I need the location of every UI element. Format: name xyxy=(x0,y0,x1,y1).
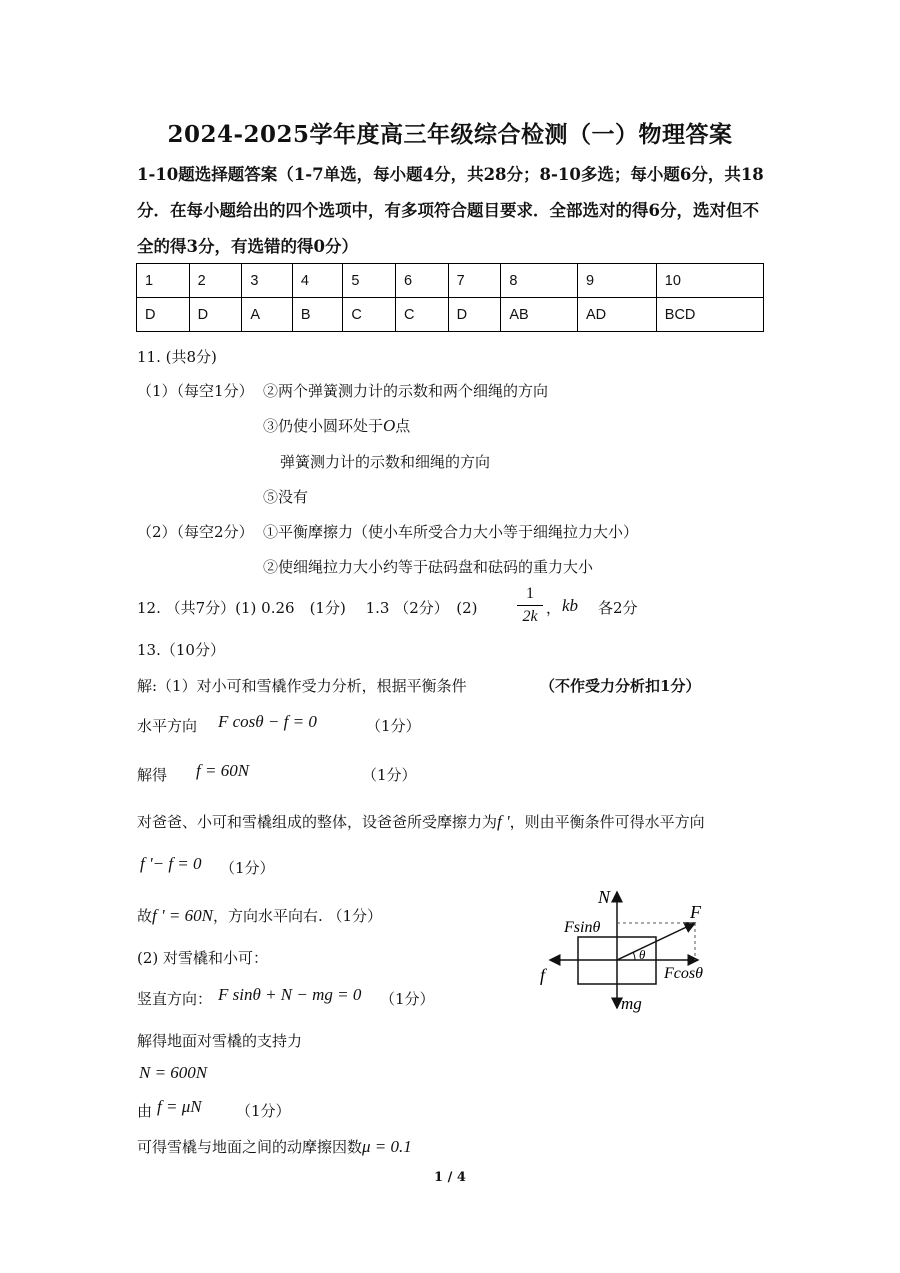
text: ，方向水平向右. （1分） xyxy=(212,907,383,925)
q12-fraction xyxy=(517,585,543,626)
table-cell: 1 xyxy=(137,264,190,298)
q11-part1-label: （1）（每空1分） xyxy=(137,382,254,400)
q13-equation: N = 600N xyxy=(139,1063,208,1082)
label-Fsin: Fsinθ xyxy=(564,919,601,936)
q13-equation: F sinθ + N − mg = 0 xyxy=(218,985,362,1004)
q12-var: kb xyxy=(562,596,579,615)
choice-intro: 1-10题选择题答案（1-7单选，每小题4分，共28分；8-10多选；每小题6分，共18分．在每小题给出的四个选项中，有多项符合题目要求．全部选对的得6分，选对但不全的得3分，有选错的得0分） xyxy=(137,165,764,256)
q11-part2-answer-b: ②使细绳拉力大小约等于砝码盘和砝码的重力大小 xyxy=(263,558,594,576)
q13-step9: 解得地面对雪橇的支持力 xyxy=(137,1032,303,1050)
table-cell: 8 xyxy=(501,264,578,298)
label-mg: mg xyxy=(621,994,642,1013)
q13-step12 xyxy=(137,1136,412,1157)
q13-points: （1分） xyxy=(236,1102,291,1120)
table-cell: 9 xyxy=(577,264,656,298)
table-cell: D xyxy=(189,298,242,332)
q11-part1-answer-b xyxy=(263,415,410,436)
angle-arc xyxy=(633,952,635,960)
table-cell: AD xyxy=(577,298,656,332)
q13-equation: f '− f = 0 xyxy=(140,854,202,873)
text: 点 xyxy=(395,417,411,435)
fraction-numerator: 1 xyxy=(526,585,534,602)
fraction-denominator: 2k xyxy=(522,608,538,625)
equation: μ = 0.1 xyxy=(362,1137,412,1156)
q12-line: 12. （共7分）(1) 0.26 (1分) 1.3 （2分） (2) xyxy=(137,599,478,617)
table-cell: 2 xyxy=(189,264,242,298)
table-cell: 10 xyxy=(656,264,763,298)
label-Fcos: Fcosθ xyxy=(664,965,703,982)
q13-equation: F cosθ − f = 0 xyxy=(218,712,317,731)
label-theta: θ xyxy=(639,947,646,962)
table-cell: AB xyxy=(501,298,578,332)
table-cell: 7 xyxy=(448,264,501,298)
table-row-numbers xyxy=(137,264,764,298)
q12-comma: ， xyxy=(546,599,562,617)
q11-part1-answer-c: 弹簧测力计的示数和细绳的方向 xyxy=(280,453,491,471)
q13-points: （1分） xyxy=(366,717,421,735)
text: 由 xyxy=(137,1102,153,1120)
text: 可得雪橇与地面之间的动摩擦因数 xyxy=(137,1138,363,1156)
table-cell: C xyxy=(395,298,448,332)
label-N: N xyxy=(598,887,611,907)
q11-part1-answer-d: ⑤没有 xyxy=(263,488,309,506)
point-var: O xyxy=(383,416,396,435)
q13-vertical-label: 竖直方向： xyxy=(137,990,213,1008)
table-cell: 5 xyxy=(343,264,396,298)
fraction-bar xyxy=(517,605,543,606)
text: 故 xyxy=(137,907,153,925)
q13-step6 xyxy=(137,905,382,926)
force-diagram xyxy=(530,880,740,1020)
table-cell: 4 xyxy=(292,264,342,298)
label-F: F xyxy=(690,902,701,922)
text: ，则由平衡条件可得水平方向 xyxy=(509,813,705,831)
q13-equation: f = 60N xyxy=(196,761,250,780)
q13-header: 13.（10分） xyxy=(137,641,225,659)
q13-step4 xyxy=(137,811,705,832)
table-cell: A xyxy=(242,298,292,332)
page-number: 1 / 4 xyxy=(434,1170,466,1185)
table-cell: 3 xyxy=(242,264,292,298)
q11-part2-label: （2）（每空2分） xyxy=(137,523,254,541)
q13-points: （1分） xyxy=(220,859,275,877)
q13-part2: (2) 对雪橇和小可： xyxy=(137,949,269,967)
q11-header: 11. (共8分) xyxy=(137,348,217,366)
table-cell: B xyxy=(292,298,342,332)
q13-solve-label: 解得 xyxy=(137,766,168,784)
label-f: f xyxy=(540,965,546,985)
table-row-answers xyxy=(137,298,764,332)
answer-table xyxy=(136,263,764,332)
table-cell: C xyxy=(343,298,396,332)
q13-equation: f = μN xyxy=(157,1097,202,1116)
table-cell: 6 xyxy=(395,264,448,298)
page-title: 2024-2025学年度高三年级综合检测（一）物理答案 xyxy=(167,121,733,148)
text: 对爸爸、小可和雪橇组成的整体，设爸爸所受摩擦力为 xyxy=(137,813,498,831)
q11-part1-answer-a: ②两个弹簧测力计的示数和两个细绳的方向 xyxy=(263,382,549,400)
q13-step1: 解:（1）对小可和雪橇作受力分析，根据平衡条件 xyxy=(137,677,467,695)
text: ③仍使小圆环处于 xyxy=(263,417,384,435)
q13-step11 xyxy=(137,1100,152,1121)
equation: f ' = 60N xyxy=(152,906,213,925)
q13-points: （1分） xyxy=(380,990,435,1008)
q12-suffix: 各2分 xyxy=(598,599,638,617)
table-cell: D xyxy=(448,298,501,332)
q13-points: （1分） xyxy=(362,766,417,784)
q13-horizontal-label: 水平方向 xyxy=(137,717,198,735)
table-cell: BCD xyxy=(656,298,763,332)
table-cell: D xyxy=(137,298,190,332)
q13-step1-note: （不作受力分析扣1分） xyxy=(540,677,701,695)
q11-part2-answer-a: ①平衡摩擦力（使小车所受合力大小等于细绳拉力大小） xyxy=(263,523,639,541)
friction-var: f ' xyxy=(497,812,510,831)
